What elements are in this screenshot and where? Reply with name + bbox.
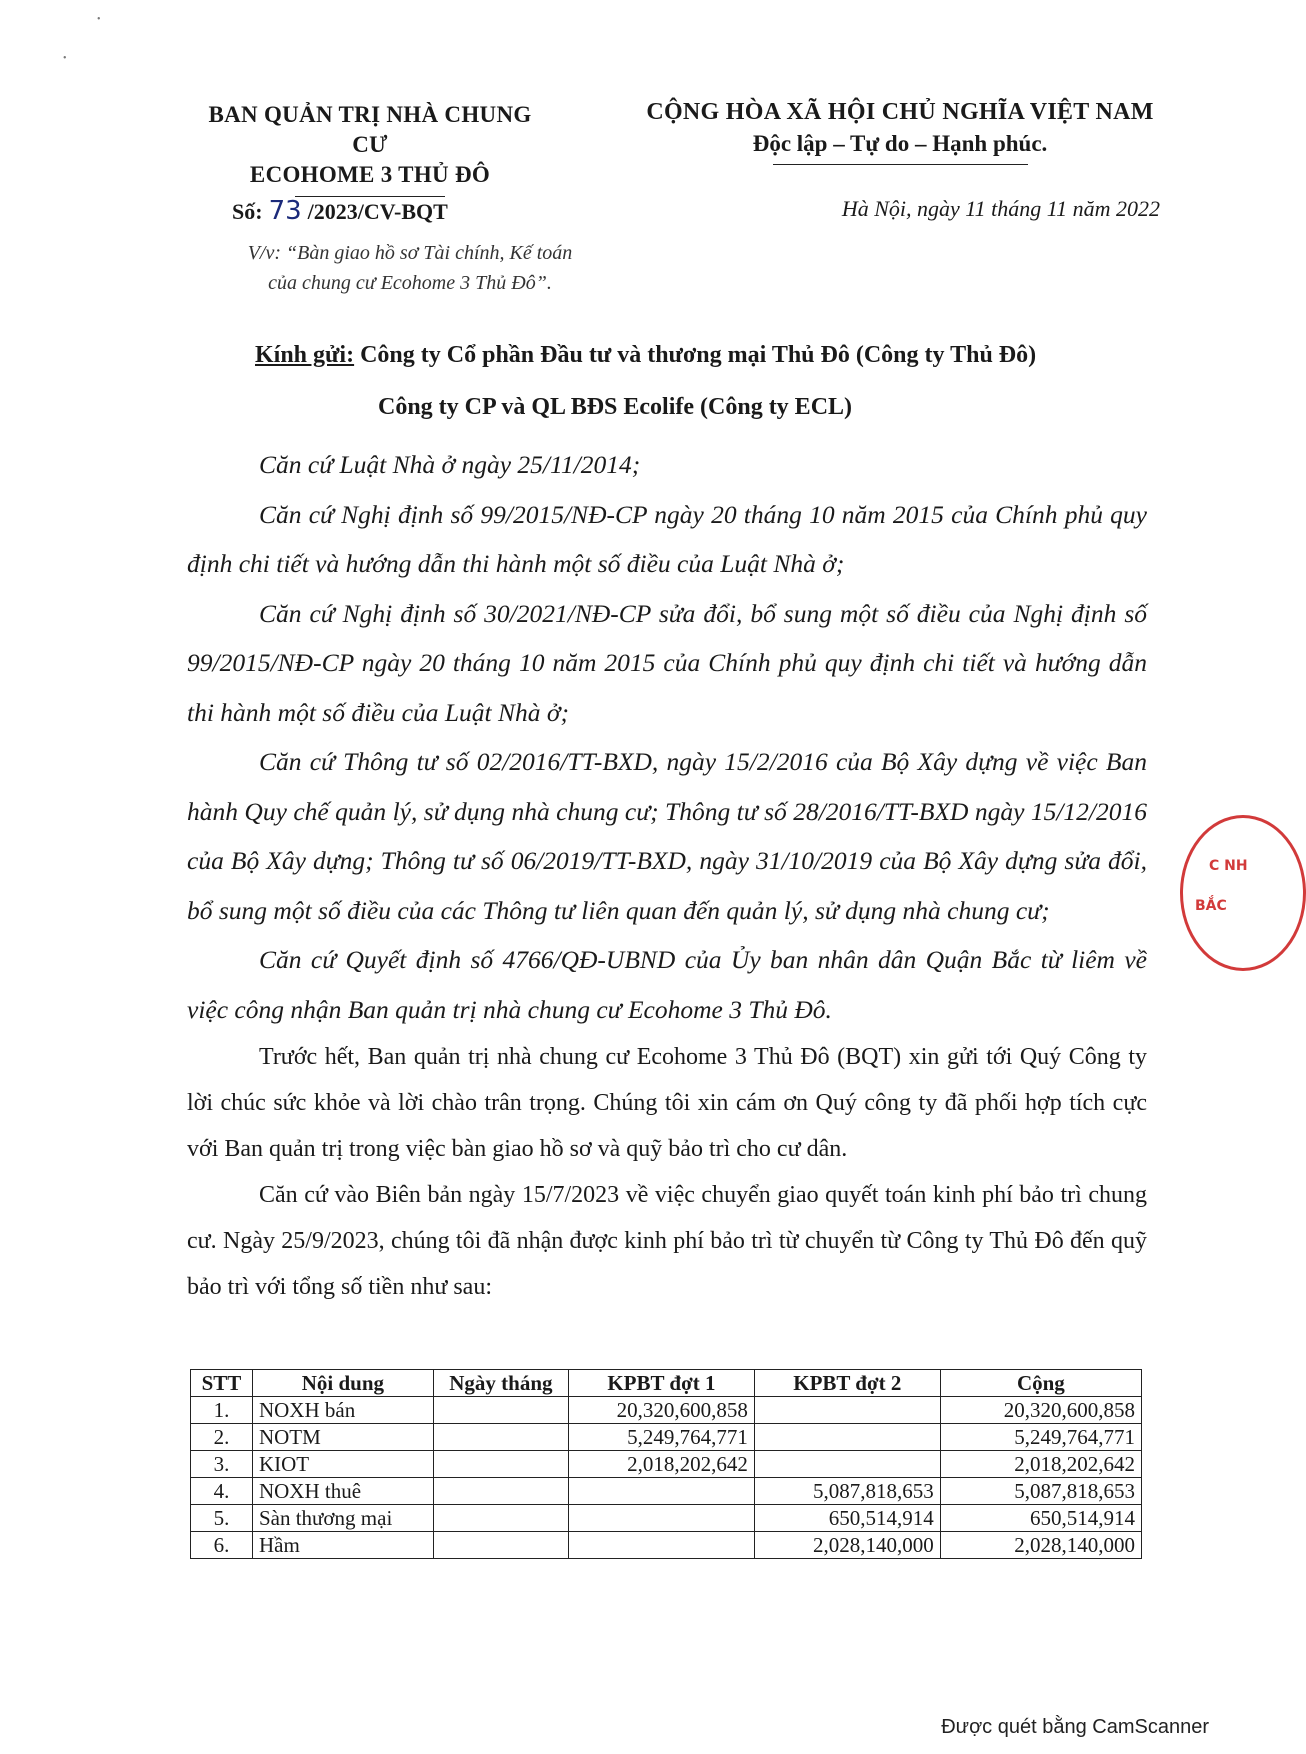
subject-line2: của chung cư Ecohome 3 Thủ Đô”.	[268, 272, 552, 294]
cell-kpbt1	[568, 1532, 754, 1559]
legal-basis-2: Căn cứ Nghị định số 99/2015/NĐ-CP ngày 20 tháng 10 năm 2015 của Chính phủ quy định chi tiết và hướng dẫn thi hành một số điều của Luật Nhà ở;	[187, 499, 1147, 578]
cell-stt: 1.	[191, 1397, 253, 1424]
red-seal-stamp	[1180, 815, 1306, 971]
cell-stt: 3.	[191, 1451, 253, 1478]
transfer-paragraph: Căn cứ vào Biên bản ngày 15/7/2023 về việc chuyển giao quyết toán kinh phí bảo trì chung cư. Ngày 25/9/2023, chúng tôi đã nhận được kinh phí bảo trì từ chuyển từ Công ty Thủ Đô đến quỹ bảo trì với tổng số tiền như sau:	[187, 1182, 1147, 1300]
col-total: Cộng	[940, 1370, 1141, 1397]
body-paragraphs	[187, 1034, 1147, 1310]
col-date: Ngày tháng	[433, 1370, 568, 1397]
recipient-line1	[255, 340, 1036, 370]
recipient-label: Kính gửi:	[255, 342, 355, 368]
cell-date	[433, 1478, 568, 1505]
organization-header	[190, 100, 550, 197]
cell-content: KIOT	[252, 1451, 433, 1478]
table-row	[191, 1505, 1142, 1532]
cell-total: 20,320,600,858	[940, 1397, 1141, 1424]
cell-kpbt2	[754, 1451, 940, 1478]
org-name-line2: ECOHOME 3 THỦ ĐÔ	[249, 162, 491, 187]
cell-stt: 5.	[191, 1505, 253, 1532]
cell-kpbt2: 2,028,140,000	[754, 1532, 940, 1559]
cell-stt: 2.	[191, 1424, 253, 1451]
legal-basis-3: Căn cứ Nghị định số 30/2021/NĐ-CP sửa đổi, bổ sung một số điều của Nghị định số 99/2015/NĐ-CP ngày 20 tháng 10 năm 2015 của Chính phủ quy định chi tiết và hướng dẫn thi hành một số điều của Luật Nhà ở;	[187, 598, 1147, 727]
document-number	[232, 196, 448, 226]
cell-kpbt2	[754, 1397, 940, 1424]
table-row	[191, 1397, 1142, 1424]
so-suffix: /2023/CV-BQT	[307, 199, 448, 224]
cell-date	[433, 1397, 568, 1424]
motto-underline	[773, 164, 1028, 165]
table-row	[191, 1478, 1142, 1505]
document-body	[187, 440, 1147, 1310]
cell-stt: 4.	[191, 1478, 253, 1505]
cell-kpbt1	[568, 1505, 754, 1532]
cell-content: NOXH thuê	[252, 1478, 433, 1505]
seal-text-2: BẮC	[1195, 898, 1227, 914]
greeting-paragraph: Trước hết, Ban quản trị nhà chung cư Ecohome 3 Thủ Đô (BQT) xin gửi tới Quý Công ty lời chúc sức khỏe và lời chào trân trọng. Chúng tôi xin cám ơn Quý công ty đã phối hợp tích cực với Ban quản trị trong việc bàn giao hồ sơ và quỹ bảo trì cho cư dân.	[187, 1044, 1147, 1162]
cell-kpbt1: 5,249,764,771	[568, 1424, 754, 1451]
col-content: Nội dung	[252, 1370, 433, 1397]
scan-speck: •	[97, 14, 101, 25]
nation-motto: Độc lập – Tự do – Hạnh phúc.	[752, 131, 1048, 156]
nation-title: CỘNG HÒA XÃ HỘI CHỦ NGHĨA VIỆT NAM	[646, 99, 1154, 125]
so-label: Số:	[232, 199, 263, 224]
table-header-row	[191, 1370, 1142, 1397]
cell-content: NOTM	[252, 1424, 433, 1451]
legal-basis-5: Căn cứ Quyết định số 4766/QĐ-UBND của Ủy ban nhân dân Quận Bắc từ liêm về việc công nhận Ban quản trị nhà chung cư Ecohome 3 Thủ Đô.	[187, 945, 1147, 1024]
table-row	[191, 1451, 1142, 1478]
camscanner-watermark: Được quét bằng CamScanner	[941, 1716, 1209, 1738]
cell-total: 5,087,818,653	[940, 1478, 1141, 1505]
legal-basis-4: Căn cứ Thông tư số 02/2016/TT-BXD, ngày 15/2/2016 của Bộ Xây dựng về việc Ban hành Quy chế quản lý, sử dụng nhà chung cư; Thông tư số 28/2016/TT-BXD ngày 15/12/2016 của Bộ Xây dựng; Thông tư số 06/2019/TT-BXD, ngày 31/10/2019 của Bộ Xây dựng sửa đổi, bổ sung một số điều của các Thông tư liên quan đến quản lý, sử dụng nhà chung cư;	[187, 747, 1147, 925]
cell-date	[433, 1532, 568, 1559]
cell-kpbt2: 650,514,914	[754, 1505, 940, 1532]
cell-content: Hầm	[252, 1532, 433, 1559]
cell-total: 2,028,140,000	[940, 1532, 1141, 1559]
col-stt: STT	[191, 1370, 253, 1397]
national-header	[640, 96, 1160, 165]
cell-content: NOXH bán	[252, 1397, 433, 1424]
cell-kpbt1	[568, 1478, 754, 1505]
cell-kpbt1: 2,018,202,642	[568, 1451, 754, 1478]
cell-date	[433, 1505, 568, 1532]
recipient-name2: Công ty CP và QL BĐS Ecolife (Công ty ECL)	[378, 394, 853, 420]
subject-line1: V/v: “Bàn giao hồ sơ Tài chính, Kế toán	[247, 242, 573, 264]
cell-total: 5,249,764,771	[940, 1424, 1141, 1451]
cell-date	[433, 1424, 568, 1451]
scan-speck: •	[63, 53, 67, 64]
cell-stt: 6.	[191, 1532, 253, 1559]
cell-total: 2,018,202,642	[940, 1451, 1141, 1478]
seal-text-1: C NH	[1209, 858, 1248, 874]
col-kpbt1: KPBT đợt 1	[568, 1370, 754, 1397]
document-date: Hà Nội, ngày 11 tháng 11 năm 2022	[841, 196, 1160, 221]
maintenance-fund-table	[190, 1369, 1142, 1559]
subject-line	[200, 238, 620, 298]
cell-content: Sàn thương mại	[252, 1505, 433, 1532]
cell-date	[433, 1451, 568, 1478]
cell-kpbt2: 5,087,818,653	[754, 1478, 940, 1505]
cell-total: 650,514,914	[940, 1505, 1141, 1532]
table-row	[191, 1424, 1142, 1451]
cell-kpbt1: 20,320,600,858	[568, 1397, 754, 1424]
cell-kpbt2	[754, 1424, 940, 1451]
table-row	[191, 1532, 1142, 1559]
legal-basis-1: Căn cứ Luật Nhà ở ngày 25/11/2014;	[259, 450, 641, 479]
recipient-name1: Công ty Cổ phần Đầu tư và thương mại Thủ Đô (Công ty Thủ Đô)	[354, 342, 1037, 368]
org-name-line1: BAN QUẢN TRỊ NHÀ CHUNG CƯ	[208, 102, 532, 157]
handwritten-number: 73	[268, 196, 302, 226]
col-kpbt2: KPBT đợt 2	[754, 1370, 940, 1397]
